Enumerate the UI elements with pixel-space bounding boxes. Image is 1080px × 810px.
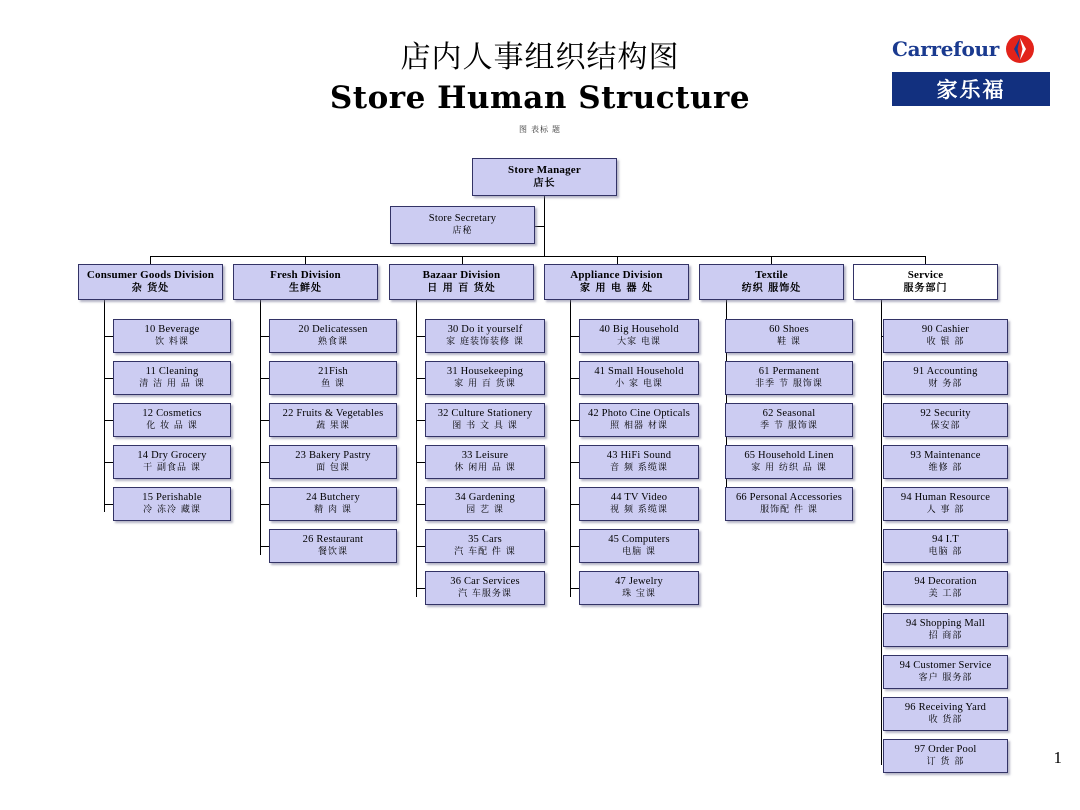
dept-93-maintenance[interactable] bbox=[883, 445, 1008, 479]
dept-label-zh: 图 书 文 具 课 bbox=[452, 421, 518, 432]
dept-label-en: 10 Beverage bbox=[144, 324, 200, 336]
connector-div-drop-4 bbox=[617, 256, 618, 264]
connector-div-drop-1 bbox=[150, 256, 151, 264]
dept-26-restaurant[interactable] bbox=[269, 529, 397, 563]
node-label-zh: 店长 bbox=[533, 178, 556, 190]
dept-label-zh: 视 频 系缆课 bbox=[610, 505, 668, 516]
dept-label-en: 26 Restaurant bbox=[302, 534, 364, 546]
dept-label-zh: 美 工部 bbox=[928, 589, 963, 600]
dept-40-big-household[interactable] bbox=[579, 319, 699, 353]
division-label-zh: 生鲜处 bbox=[289, 283, 322, 295]
dept-31-housekeeping[interactable] bbox=[425, 361, 545, 395]
dept-label-en: 47 Jewelry bbox=[615, 576, 663, 588]
dept-label-zh: 订 货 部 bbox=[926, 757, 965, 768]
dept-label-en: 43 HiFi Sound bbox=[606, 450, 672, 462]
connector-spine-4 bbox=[570, 298, 571, 597]
dept-11-cleaning[interactable] bbox=[113, 361, 231, 395]
node-label-en: Store Manager bbox=[508, 164, 581, 177]
dept-label-zh: 园 艺 课 bbox=[466, 505, 504, 516]
dept-61-permanent[interactable] bbox=[725, 361, 853, 395]
dept-label-zh: 收 货部 bbox=[928, 715, 963, 726]
dept-label-en: 94 I.T bbox=[932, 534, 959, 546]
dept-label-zh: 精 肉 课 bbox=[314, 505, 352, 516]
connector-leaf bbox=[416, 378, 425, 379]
dept-label-zh: 人 事 部 bbox=[926, 505, 965, 516]
connector-leaf bbox=[104, 336, 113, 337]
dept-45-computers[interactable] bbox=[579, 529, 699, 563]
connector-leaf bbox=[570, 546, 579, 547]
dept-96-receiving-yard[interactable] bbox=[883, 697, 1008, 731]
chart-subtitle: 图 表标 题 bbox=[519, 125, 561, 134]
connector-div-drop-6 bbox=[925, 256, 926, 264]
dept-34-gardening[interactable] bbox=[425, 487, 545, 521]
connector-leaf bbox=[104, 420, 113, 421]
dept-label-en: 65 Household Linen bbox=[744, 450, 834, 462]
dept-label-zh: 鱼 课 bbox=[321, 379, 345, 390]
dept-label-zh: 鞋 课 bbox=[777, 337, 801, 348]
division-label-zh: 纺织 服饰处 bbox=[741, 283, 802, 295]
dept-label-zh: 珠 宝课 bbox=[622, 589, 656, 600]
dept-label-zh: 大家 电课 bbox=[617, 337, 661, 348]
dept-label-zh: 清 洁 用 品 课 bbox=[139, 379, 205, 390]
dept-label-zh: 干 副食品 课 bbox=[143, 463, 201, 474]
dept-label-en: 92 Security bbox=[920, 408, 971, 420]
dept-94-customer-service[interactable] bbox=[883, 655, 1008, 689]
dept-label-en: 12 Cosmetics bbox=[142, 408, 202, 420]
dept-62-seasonal[interactable] bbox=[725, 403, 853, 437]
dept-43-hifi-sound[interactable] bbox=[579, 445, 699, 479]
connector-leaf bbox=[104, 462, 113, 463]
dept-label-en: 31 Housekeeping bbox=[446, 366, 524, 378]
dept-94-decoration[interactable] bbox=[883, 571, 1008, 605]
dept-label-en: 30 Do it yourself bbox=[447, 324, 523, 336]
connector-leaf bbox=[416, 420, 425, 421]
dept-33-leisure[interactable] bbox=[425, 445, 545, 479]
node-store-secretary[interactable] bbox=[390, 206, 535, 244]
connector-spine-1 bbox=[104, 298, 105, 512]
division-label-zh: 日 用 百 货处 bbox=[427, 283, 496, 295]
division-label-zh: 服务部门 bbox=[903, 283, 948, 295]
connector-leaf bbox=[570, 462, 579, 463]
division-label-en: Service bbox=[907, 269, 944, 282]
dept-label-zh: 休 闲用 品 课 bbox=[454, 463, 516, 474]
division-label-zh: 家 用 电 器 处 bbox=[580, 283, 653, 295]
dept-label-en: 15 Perishable bbox=[142, 492, 202, 504]
dept-label-zh: 汽 车配 件 课 bbox=[454, 547, 516, 558]
connector-div-drop-2 bbox=[305, 256, 306, 264]
connector-leaf bbox=[570, 504, 579, 505]
connector-division-bus bbox=[150, 256, 925, 257]
division-service[interactable] bbox=[853, 264, 998, 300]
dept-label-zh: 餐饮课 bbox=[317, 547, 348, 558]
connector-leaf bbox=[260, 420, 269, 421]
dept-14-dry-grocery[interactable] bbox=[113, 445, 231, 479]
node-label-en: Store Secretary bbox=[428, 213, 497, 225]
dept-91-accounting[interactable] bbox=[883, 361, 1008, 395]
dept-20-delicatessen[interactable] bbox=[269, 319, 397, 353]
connector-leaf bbox=[570, 336, 579, 337]
dept-label-en: 62 Seasonal bbox=[762, 408, 816, 420]
connector-leaf bbox=[416, 462, 425, 463]
connector-leaf bbox=[570, 588, 579, 589]
dept-label-zh: 财 务部 bbox=[928, 379, 963, 390]
dept-label-en: 96 Receiving Yard bbox=[904, 702, 987, 714]
dept-42-photo-cine-opticals[interactable] bbox=[579, 403, 699, 437]
connector-leaf bbox=[570, 378, 579, 379]
dept-label-en: 90 Cashier bbox=[921, 324, 970, 336]
connector-leaf bbox=[260, 504, 269, 505]
dept-22-fruits-vegetables[interactable] bbox=[269, 403, 397, 437]
dept-12-cosmetics[interactable] bbox=[113, 403, 231, 437]
division-fresh[interactable] bbox=[233, 264, 378, 300]
carrefour-mark-icon bbox=[1005, 34, 1035, 64]
dept-label-zh: 家 用 百 货课 bbox=[454, 379, 516, 390]
dept-label-en: 14 Dry Grocery bbox=[137, 450, 207, 462]
dept-label-en: 66 Personal Accessories bbox=[735, 492, 843, 504]
division-appliance[interactable] bbox=[544, 264, 689, 300]
dept-66-personal-accessories[interactable] bbox=[725, 487, 853, 521]
page-number: 1 bbox=[1053, 748, 1062, 767]
logo-wordmark: Carrefour bbox=[892, 37, 999, 61]
dept-15-perishable[interactable] bbox=[113, 487, 231, 521]
division-textile[interactable] bbox=[699, 264, 844, 300]
dept-label-zh: 招 商部 bbox=[928, 631, 963, 642]
dept-label-en: 24 Butchery bbox=[306, 492, 360, 504]
dept-label-en: 36 Car Services bbox=[450, 576, 520, 588]
dept-label-en: 40 Big Household bbox=[599, 324, 679, 336]
division-label-en: Textile bbox=[755, 269, 788, 282]
connector-leaf bbox=[104, 378, 113, 379]
dept-label-en: 93 Maintenance bbox=[910, 450, 981, 462]
dept-label-zh: 化 妆 品 课 bbox=[146, 421, 198, 432]
node-label-zh: 店秘 bbox=[452, 226, 473, 237]
dept-label-zh: 电脑 部 bbox=[928, 547, 963, 558]
dept-label-en: 61 Permanent bbox=[758, 366, 820, 378]
dept-label-zh: 汽 车服务课 bbox=[458, 589, 512, 600]
dept-label-en: 23 Bakery Pastry bbox=[295, 450, 371, 462]
dept-label-en: 35 Cars bbox=[468, 534, 502, 546]
connector-manager-vertical bbox=[544, 196, 545, 256]
logo-chinese-bar bbox=[892, 72, 1050, 106]
dept-41-small-household[interactable] bbox=[579, 361, 699, 395]
dept-label-zh: 电脑 课 bbox=[622, 547, 656, 558]
division-label-en: Bazaar Division bbox=[422, 269, 501, 282]
dept-94-shopping-mall[interactable] bbox=[883, 613, 1008, 647]
connector-leaf bbox=[260, 462, 269, 463]
dept-label-zh: 冷 冻冷 藏课 bbox=[143, 505, 201, 516]
dept-label-zh: 饮 料课 bbox=[155, 337, 189, 348]
logo-wordmark-row bbox=[892, 32, 1052, 66]
dept-label-en: 44 TV Video bbox=[610, 492, 668, 504]
dept-24-butchery[interactable] bbox=[269, 487, 397, 521]
dept-65-household-linen[interactable] bbox=[725, 445, 853, 479]
connector-spine-6 bbox=[881, 298, 882, 765]
dept-97-order-pool[interactable] bbox=[883, 739, 1008, 773]
dept-label-en: 33 Leisure bbox=[461, 450, 509, 462]
connector-div-drop-5 bbox=[771, 256, 772, 264]
dept-32-culture-stationery[interactable] bbox=[425, 403, 545, 437]
dept-label-zh: 客户 服务部 bbox=[918, 673, 973, 684]
division-label-en: Fresh Division bbox=[270, 269, 341, 282]
dept-label-en: 91 Accounting bbox=[913, 366, 978, 378]
dept-21-fish[interactable] bbox=[269, 361, 397, 395]
dept-label-zh: 蔬 果课 bbox=[316, 421, 350, 432]
dept-label-en: 20 Delicatessen bbox=[298, 324, 368, 336]
dept-94-human-resource[interactable] bbox=[883, 487, 1008, 521]
dept-label-zh: 面 包课 bbox=[316, 463, 350, 474]
dept-label-en: 41 Small Household bbox=[594, 366, 684, 378]
dept-label-zh: 非季 节 服饰课 bbox=[755, 379, 823, 390]
dept-label-en: 11 Cleaning bbox=[145, 366, 199, 378]
dept-36-car-services[interactable] bbox=[425, 571, 545, 605]
dept-label-en: 21Fish bbox=[318, 366, 348, 378]
node-store-manager[interactable] bbox=[472, 158, 617, 196]
dept-label-zh: 服饰配 件 课 bbox=[760, 505, 818, 516]
connector-leaf bbox=[260, 378, 269, 379]
dept-label-en: 94 Decoration bbox=[914, 576, 977, 588]
connector-leaf bbox=[260, 546, 269, 547]
dept-10-beverage[interactable] bbox=[113, 319, 231, 353]
connector-leaf bbox=[416, 336, 425, 337]
dept-47-jewelry[interactable] bbox=[579, 571, 699, 605]
dept-label-en: 42 Photo Cine Opticals bbox=[587, 408, 691, 420]
connector-leaf bbox=[260, 336, 269, 337]
dept-92-security[interactable] bbox=[883, 403, 1008, 437]
dept-label-zh: 家 庭装饰装修 课 bbox=[446, 337, 524, 348]
dept-label-zh: 保安部 bbox=[930, 421, 961, 432]
page-title-zh: 店内人事组织结构图 bbox=[400, 40, 680, 75]
dept-90-cashier[interactable] bbox=[883, 319, 1008, 353]
connector-leaf bbox=[416, 546, 425, 547]
connector-div-drop-3 bbox=[462, 256, 463, 264]
dept-label-en: 94 Shopping Mall bbox=[905, 618, 986, 630]
dept-label-en: 34 Gardening bbox=[455, 492, 515, 504]
carrefour-logo bbox=[892, 32, 1052, 106]
connector-leaf bbox=[416, 588, 425, 589]
dept-label-zh: 季 节 服饰课 bbox=[760, 421, 818, 432]
division-label-en: Appliance Division bbox=[570, 269, 663, 282]
dept-label-zh: 熟食课 bbox=[317, 337, 348, 348]
dept-label-zh: 家 用 纺织 品 课 bbox=[751, 463, 827, 474]
dept-label-en: 22 Fruits & Vegetables bbox=[282, 408, 384, 420]
logo-chinese-text: 家乐福 bbox=[936, 78, 1006, 102]
dept-label-zh: 收 银 部 bbox=[926, 337, 965, 348]
dept-label-zh: 维修 部 bbox=[928, 463, 963, 474]
dept-label-en: 32 Culture Stationery bbox=[437, 408, 533, 420]
dept-label-zh: 照 相器 材课 bbox=[610, 421, 668, 432]
dept-label-zh: 音 频 系缆课 bbox=[610, 463, 668, 474]
dept-35-cars[interactable] bbox=[425, 529, 545, 563]
dept-94-it[interactable] bbox=[883, 529, 1008, 563]
dept-30-do-it-yourself[interactable] bbox=[425, 319, 545, 353]
dept-label-en: 45 Computers bbox=[608, 534, 670, 546]
dept-label-en: 94 Customer Service bbox=[899, 660, 992, 672]
dept-label-en: 94 Human Resource bbox=[900, 492, 991, 504]
page-title-en: Store Human Structure bbox=[329, 80, 751, 116]
division-bazaar[interactable] bbox=[389, 264, 534, 300]
division-consumer-goods[interactable] bbox=[78, 264, 223, 300]
dept-60-shoes[interactable] bbox=[725, 319, 853, 353]
dept-label-en: 60 Shoes bbox=[769, 324, 809, 336]
connector-leaf bbox=[104, 504, 113, 505]
division-label-en: Consumer Goods Division bbox=[86, 269, 215, 282]
connector-leaf bbox=[416, 504, 425, 505]
dept-label-en: 97 Order Pool bbox=[914, 744, 977, 756]
dept-44-tv-video[interactable] bbox=[579, 487, 699, 521]
connector-leaf bbox=[570, 420, 579, 421]
dept-label-zh: 小 家 电课 bbox=[615, 379, 663, 390]
connector-spine-3 bbox=[416, 298, 417, 597]
dept-23-bakery-pastry[interactable] bbox=[269, 445, 397, 479]
division-label-zh: 杂 货处 bbox=[131, 283, 170, 295]
